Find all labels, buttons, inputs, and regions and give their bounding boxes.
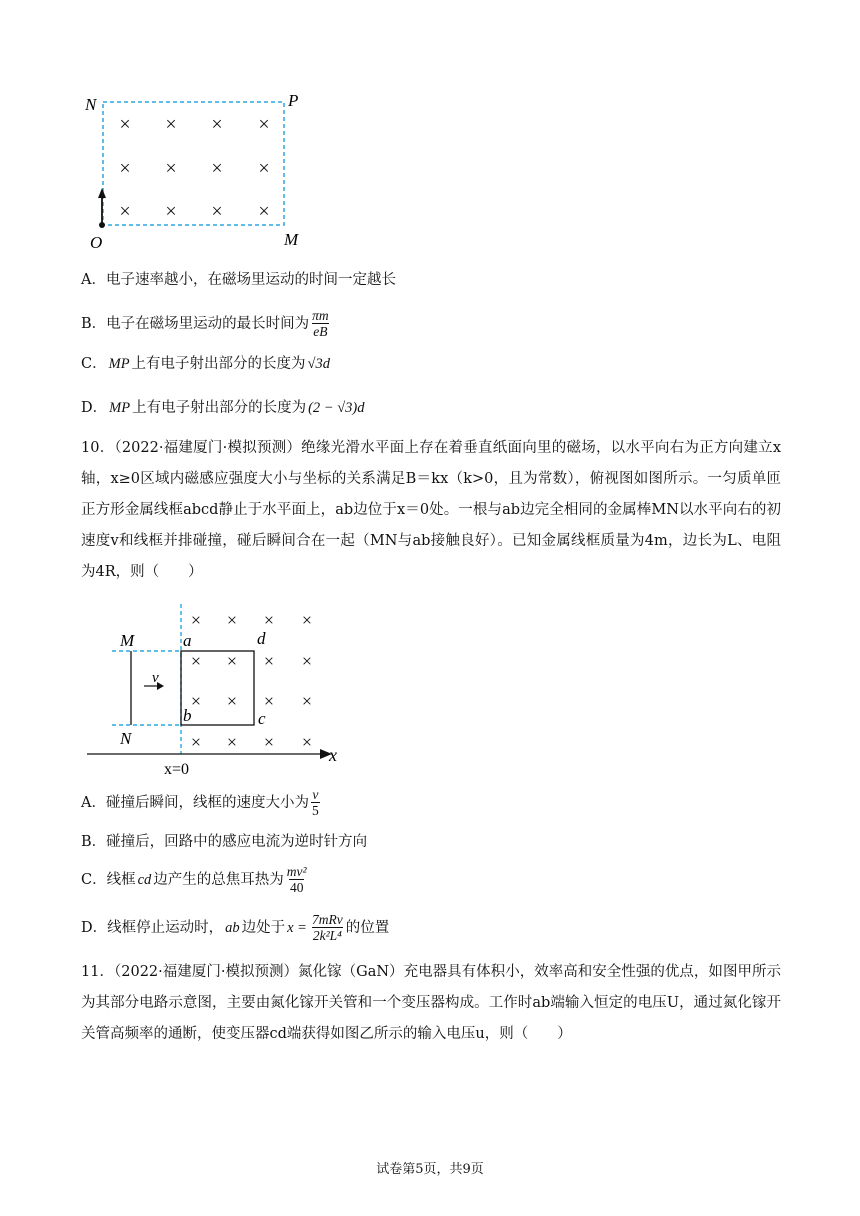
q11-stem: 11．（2022·福建厦门·模拟预测）氮化镓（GaN）充电器具有体积小，效率高和安全性强的优点，如图甲所示为其部分电路示意图，主要由氮化镓开关管和一个变压器构成。工作时ab端输入恒定的电压U，通过氮化镓开关管高频率的通断，使变压器cd端获得如图乙所示的输入电压u，则（ ）	[81, 964, 781, 1042]
q10-option-c-fraction	[286, 864, 308, 895]
q9-option-d-prefix: D．	[81, 400, 108, 416]
q9-option-a	[81, 270, 396, 290]
q10-option-c-prefix: C．线框	[81, 871, 136, 888]
field-mark: ×	[190, 691, 202, 712]
field-mark: ×	[263, 610, 275, 631]
q10-option-a-text: A．碰撞后瞬间，线框的速度大小为	[81, 794, 309, 811]
label-N: N	[85, 95, 97, 114]
fraction-denominator: 40	[289, 880, 304, 895]
field-mark: ×	[190, 651, 202, 672]
q10-option-d	[81, 912, 389, 943]
q10-option-d-prefix: D．线框停止运动时，	[81, 919, 224, 936]
field-mark: ×	[226, 691, 238, 712]
q10-option-d-ab: ab	[225, 919, 240, 936]
q10-option-c	[81, 864, 310, 895]
field-marks-2	[191, 610, 312, 752]
label-P: P	[288, 91, 299, 110]
field-mark: ×	[226, 651, 238, 672]
q9-option-d-text: 上有电子射出部分的长度为	[132, 400, 307, 416]
q10-option-d-fraction	[311, 912, 344, 943]
field-mark: ×	[211, 200, 223, 223]
page-footer: 试卷第5页，共9页	[376, 1162, 484, 1177]
fraction-numerator: mv²	[286, 864, 307, 879]
field-mark: ×	[119, 113, 131, 136]
field-mark: ×	[258, 113, 270, 136]
fraction-numerator: v	[312, 787, 319, 802]
q9-option-c-value: √3d	[307, 356, 331, 372]
q10-stem: 10．（2022·福建厦门·模拟预测）绝缘光滑水平面上存在着垂直纸面向里的磁场，以水平向右为正方向建立x轴，x≥0区域内磁感应强度大小与坐标的关系满足B＝kx（k>0，且为常数），俯视图如图所示。一匀质单匝正方形金属线框abcd静止于水平面上，ab边位于x＝0处。一根与ab边完全相同的金属棒MN以水平向右的初速度v和线框并排碰撞，碰后瞬间合在一起（MN与ab接触良好）。已知金属线框质量为4m，边长为L、电阻为4R，则（ ）	[81, 440, 781, 580]
label-b: b	[183, 706, 192, 725]
field-mark: ×	[258, 157, 270, 180]
field-mark: ×	[301, 732, 313, 753]
field-mark: ×	[211, 113, 223, 136]
field-mark: ×	[263, 732, 275, 753]
q9-option-c	[81, 354, 332, 374]
label-origin: x=0	[164, 761, 190, 778]
label-M: M	[284, 230, 299, 249]
q9-option-c-mp: MP	[108, 356, 130, 372]
origin-point	[99, 222, 105, 228]
magnetic-field-figure-2	[82, 604, 352, 779]
label-N2: N	[120, 729, 132, 748]
fraction-denominator: 2k²L⁴	[312, 928, 342, 943]
field-mark: ×	[226, 732, 238, 753]
field-mark: ×	[301, 651, 313, 672]
q10-option-a	[81, 787, 322, 818]
fraction-numerator: πm	[312, 308, 329, 323]
q10-option-a-fraction	[311, 787, 320, 818]
q9-option-a-text: A．电子速率越小，在磁场里运动的时间一定越长	[81, 272, 396, 288]
label-a: a	[183, 631, 192, 650]
label-M2: M	[120, 631, 135, 650]
label-v: v	[152, 670, 159, 686]
label-d: d	[257, 629, 266, 648]
field-mark: ×	[165, 113, 177, 136]
q9-option-c-text: 上有电子射出部分的长度为	[131, 356, 306, 372]
field-mark: ×	[301, 691, 313, 712]
q9-option-b	[81, 308, 332, 339]
magnetic-field-figure-1	[80, 88, 320, 253]
q10-option-d-suffix: 的位置	[345, 919, 390, 936]
q10-option-d-eq: x =	[287, 919, 307, 936]
field-mark: ×	[226, 610, 238, 631]
q9-option-d	[81, 398, 366, 418]
velocity-arrow	[98, 188, 106, 198]
field-mark: ×	[190, 610, 202, 631]
field-mark: ×	[119, 157, 131, 180]
field-mark: ×	[258, 200, 270, 223]
label-c: c	[258, 709, 266, 728]
q9-option-d-value: (2 − √3)d	[308, 400, 365, 416]
q9-option-b-text: B．电子在磁场里运动的最长时间为	[81, 315, 310, 332]
q9-option-d-mp: MP	[109, 400, 131, 416]
fraction-denominator: 5	[311, 803, 319, 818]
field-mark: ×	[263, 691, 275, 712]
field-mark: ×	[263, 651, 275, 672]
q10-option-d-text: 边处于	[241, 919, 286, 936]
fraction-numerator: 7mRv	[311, 912, 343, 927]
q9-option-b-fraction	[311, 308, 330, 339]
q10-option-c-cd: cd	[137, 871, 152, 888]
fraction-denominator: eB	[313, 324, 328, 339]
field-mark: ×	[190, 732, 202, 753]
q10-option-b	[81, 832, 367, 852]
field-mark: ×	[119, 200, 131, 223]
q10-option-c-text: 边产生的总焦耳热为	[153, 871, 284, 888]
field-mark: ×	[211, 157, 223, 180]
field-mark: ×	[165, 200, 177, 223]
field-mark: ×	[165, 157, 177, 180]
q10-option-b-text: B．碰撞后，回路中的感应电流为逆时针方向	[81, 834, 368, 850]
field-mark: ×	[301, 610, 313, 631]
q9-option-c-prefix: C．	[81, 356, 107, 372]
label-x: x	[329, 745, 337, 765]
field-marks	[119, 114, 269, 223]
label-O: O	[90, 233, 103, 252]
